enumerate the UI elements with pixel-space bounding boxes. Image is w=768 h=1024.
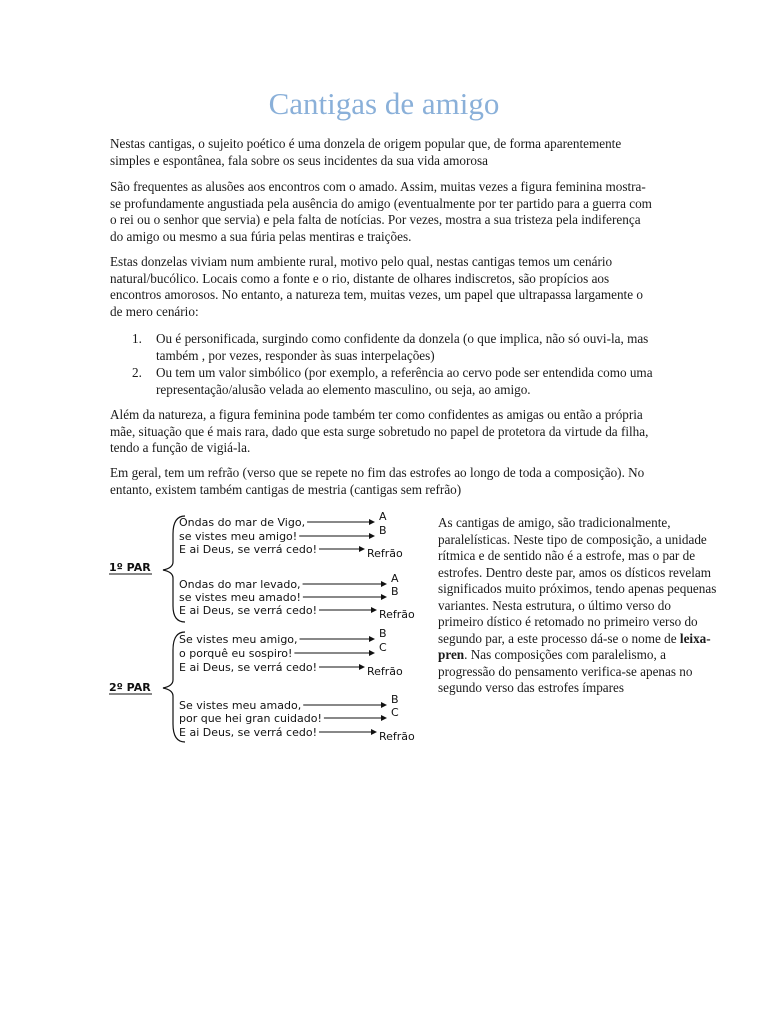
par2-tag-2: C [379,641,387,654]
parallelism-diagram [105,510,425,750]
par2-verse-6: E ai Deus, se verrá cedo! [179,726,317,739]
paragraph-alusoes: São frequentes as alusões aos encontros com o amado. Assim, muitas vezes a figura feminina mostra-se profundamente angustiada pela ausência do amigo (eventualmente por ter partido para a guerra com o rei ou o senhor que servia) e pela falta de notícias. Por vezes, mostra a sua tristeza pela indiferença do amigo ou mesmo a sua fúria pelas mentiras e traições. [110,179,652,244]
list-number: 2. [132,365,142,380]
par1-verses [179,510,415,621]
par2-tag-6: Refrão [379,730,415,743]
par2-tag-1: B [379,627,387,640]
par1-arrowhead-5 [381,594,387,600]
par1-arrowhead-3 [359,546,365,552]
side-text-after: . Nas composições com paralelismo, a progressão do pensamento verifica-se apenas no segundo verso das estrofes ímpares [438,647,693,695]
par2-verse-1: Se vistes meu amigo, [179,633,298,646]
par2-verse-3: E ai Deus, se verrá cedo! [179,661,317,674]
list-item [110,365,655,398]
par1-arrowhead-6 [371,607,377,613]
par2-tag-5: C [391,706,399,719]
par1-verse-2: se vistes meu amigo! [179,530,298,543]
par2-label: 2º PAR [109,681,151,694]
par2-verse-4: Se vistes meu amado, [179,699,302,712]
par1-tag-5: B [391,585,399,598]
par2-arrowhead-1 [369,636,375,642]
par1-arrowhead-4 [381,581,387,587]
par1-tag-2: B [379,524,387,537]
par2-arrowhead-5 [381,715,387,721]
par2-tag-3: Refrão [367,665,403,678]
par1-tag-1: A [379,510,387,523]
paralelismo-explanation [438,515,718,697]
par2-tag-4: B [391,693,399,706]
list-text: Ou é personificada, surgindo como confidente da donzela (o que implica, não só ouvi-la, mas também , por vezes, responder às suas interpelações) [156,331,649,363]
par1-label: 1º PAR [109,561,151,574]
par1-verse-4: Ondas do mar levado, [179,578,301,591]
par2-verse-2: o porquê eu sospiro! [179,647,293,660]
par1-verse-6: E ai Deus, se verrá cedo! [179,604,317,617]
list-number: 1. [132,331,142,346]
side-text-before: As cantigas de amigo, são tradicionalmente, paralelísticas. Neste tipo de composição, a unidade rítmica e de sentido não é a estrofe, mas o par de estrofes. Dentro deste par, amos os dísticos revelam significados muito próximos, tendo apenas pequenas variantes. Nesta estrutura, o último verso do primeiro dístico é retomado no primeiro verso do segundo par, a este processo dá-se o nome de [438,515,717,646]
list-item [110,331,655,364]
par2-arrowhead-3 [359,664,365,670]
par1-tag-6: Refrão [379,608,415,621]
par1-verse-3: E ai Deus, se verrá cedo! [179,543,317,556]
par1-arrowhead-1 [369,519,375,525]
paragraph-intro: Nestas cantigas, o sujeito poético é uma donzela de origem popular que, de forma aparentemente simples e espontânea, fala sobre os seus incidentes da sua vida amorosa [110,136,622,168]
par1-tag-3: Refrão [367,547,403,560]
par2-arrowhead-4 [381,702,387,708]
paragraph-confidentes: Além da natureza, a figura feminina pode também ter como confidentes as amigas ou então a própria mãe, situação que é mais rara, dado que esta surge sobretudo no papel de protetora da virtude da filha, tendo a função de vigiá-la. [110,407,649,455]
par1-arrowhead-2 [369,533,375,539]
nature-role-list [110,331,655,399]
par1-verse-1: Ondas do mar de Vigo, [179,516,306,529]
par2-verses [179,627,415,743]
paragraph-donzelas: Estas donzelas viviam num ambiente rural, motivo pelo qual, nestas cantigas temos um cenário natural/bucólico. Locais como a fonte e o rio, distante de olhares indiscretos, são propícios aos encontros amorosos. No entanto, a natureza tem, muitas vezes, um papel que ultrapassa largamente o de mero cenário: [110,254,643,319]
paragraph-refrao: Em geral, tem um refrão (verso que se repete no fim das estrofes ao longo de toda a composição). No entanto, existem também cantigas de mestria (cantigas sem refrão) [110,465,645,497]
par2-arrowhead-2 [369,650,375,656]
par1-verse-5: se vistes meu amado! [179,591,301,604]
par2-arrowhead-6 [371,729,377,735]
document-title: Cantigas de amigo [268,86,500,121]
list-text: Ou tem um valor simbólico (por exemplo, a referência ao cervo pode ser entendida como uma representação/alusão velada ao elemento masculino, ou seja, ao amigo. [156,365,653,397]
par1-tag-4: A [391,572,399,585]
leixa-pren-term: leixa-pren [438,630,711,662]
par2-verse-5: por que hei gran cuidado! [179,712,322,725]
